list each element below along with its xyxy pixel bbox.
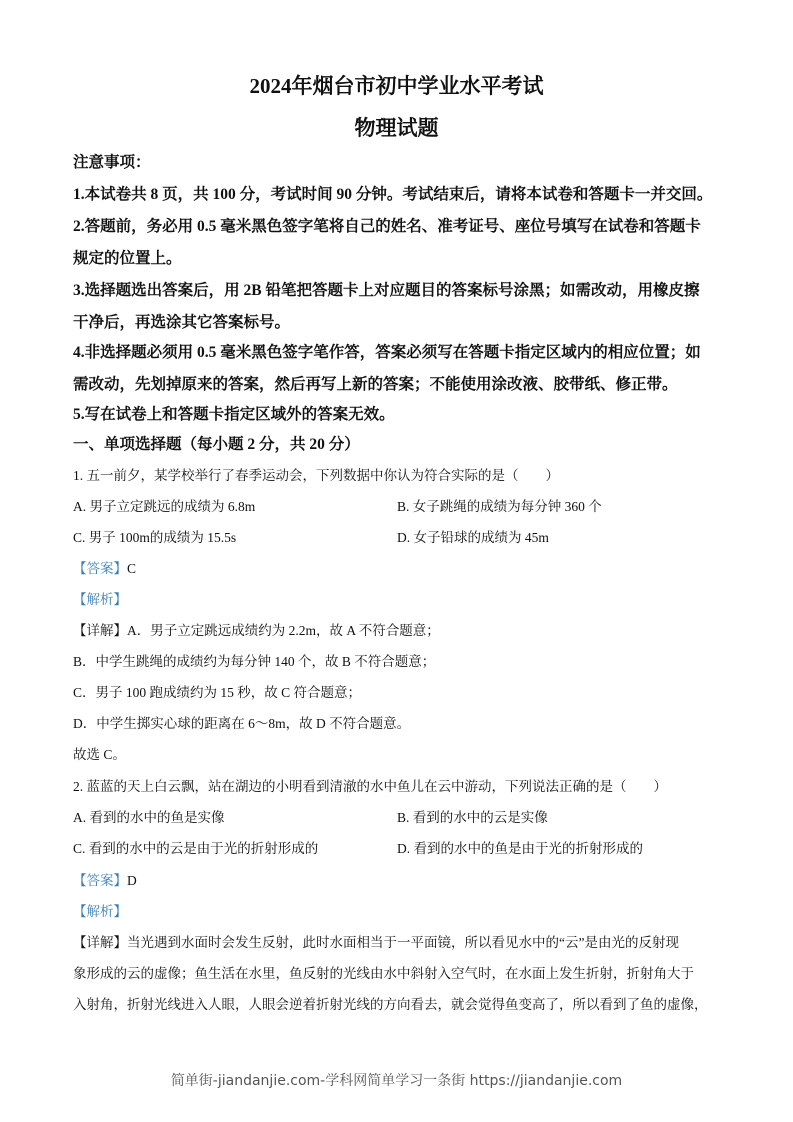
answer-value: C	[127, 561, 137, 576]
answer-label: 【答案】	[73, 873, 127, 888]
detail-line: D．中学生掷实心球的距离在 6～8m，故 D 不符合题意。	[73, 716, 411, 731]
notice-heading: 注意事项：	[73, 154, 151, 171]
exam-subtitle: 物理试题	[354, 116, 439, 140]
detail-line: 象形成的云的虚像；鱼生活在水里，鱼反射的光线由水中斜射入空气时，在水面上发生折射，折射角大于	[73, 966, 694, 981]
option-d: D. 看到的水中的鱼是由于光的折射形成的	[397, 841, 643, 856]
detail-line: 故选 C。	[73, 747, 126, 762]
exam-title: 2024年烟台市初中学业水平考试	[249, 74, 544, 98]
option-a: A. 看到的水中的鱼是实像	[73, 810, 225, 825]
answer-row	[73, 557, 136, 577]
option-b: B. 看到的水中的云是实像	[397, 810, 548, 825]
option-c: C. 看到的水中的云是由于光的折射形成的	[73, 841, 319, 856]
detail-line: C．男子 100 跑成绩约为 15 秒，故 C 符合题意；	[73, 685, 362, 700]
answer-value: D	[127, 873, 137, 888]
option-b: B. 女子跳绳的成绩为每分钟 360 个	[397, 499, 602, 514]
notice-line: 规定的位置上。	[73, 250, 182, 267]
watermark-footer: 简单街-jiandanjie.com-学科网简单学习一条街 https://jiandanjie.com	[170, 1073, 623, 1089]
question-stem: 1. 五一前夕，某学校举行了春季运动会，下列数据中你认为符合实际的是（ ）	[73, 468, 559, 483]
detail-line: 【详解】当光遇到水面时会发生反射，此时水面相当于一平面镜，所以看见水中的“云”是由光的反射现	[73, 935, 679, 950]
analysis-label: 【解析】	[73, 592, 127, 607]
notice-line: 干净后，再选涂其它答案标号。	[73, 314, 291, 331]
notice-line: 5.写在试卷上和答题卡指定区域外的答案无效。	[73, 406, 395, 423]
question-stem: 2. 蓝蓝的天上白云飘，站在湖边的小明看到清澈的水中鱼儿在云中游动，下列说法正确的是（ ）	[73, 779, 667, 794]
notice-line: 需改动，先划掉原来的答案，然后再写上新的答案；不能使用涂改液、胶带纸、修正带。	[73, 376, 678, 393]
notice-line: 2.答题前，务必用 0.5 毫米黑色签字笔将自己的姓名、准考证号、座位号填写在试卷和答题卡	[73, 218, 701, 235]
option-a: A. 男子立定跳远的成绩为 6.8m	[73, 499, 256, 514]
detail-line: 入射角，折射光线进入人眼，人眼会逆着折射光线的方向看去，就会觉得鱼变高了，所以看到了鱼的虚像，	[73, 997, 708, 1012]
notice-line: 1.本试卷共 8 页，共 100 分，考试时间 90 分钟。考试结束后，请将本试卷和答题卡一并交回。	[73, 186, 713, 203]
option-c: C. 男子 100m的成绩为 15.5s	[73, 530, 237, 545]
answer-label: 【答案】	[73, 561, 127, 576]
section-heading: 一、单项选择题（每小题 2 分，共 20 分）	[73, 436, 360, 453]
answer-row	[73, 869, 137, 889]
option-d: D. 女子铅球的成绩为 45m	[397, 530, 549, 545]
notice-line: 4.非选择题必须用 0.5 毫米黑色签字笔作答，答案必须写在答题卡指定区域内的相应位置；如	[73, 344, 701, 361]
notice-line: 3.选择题选出答案后，用 2B 铅笔把答题卡上对应题目的答案标号涂黑；如需改动，用橡皮擦	[73, 282, 700, 299]
detail-line: B．中学生跳绳的成绩约为每分钟 140 个，故 B 不符合题意；	[73, 654, 436, 669]
analysis-label: 【解析】	[73, 904, 127, 919]
detail-line: 【详解】A．男子立定跳远成绩约为 2.2m，故 A 不符合题意；	[73, 623, 440, 638]
